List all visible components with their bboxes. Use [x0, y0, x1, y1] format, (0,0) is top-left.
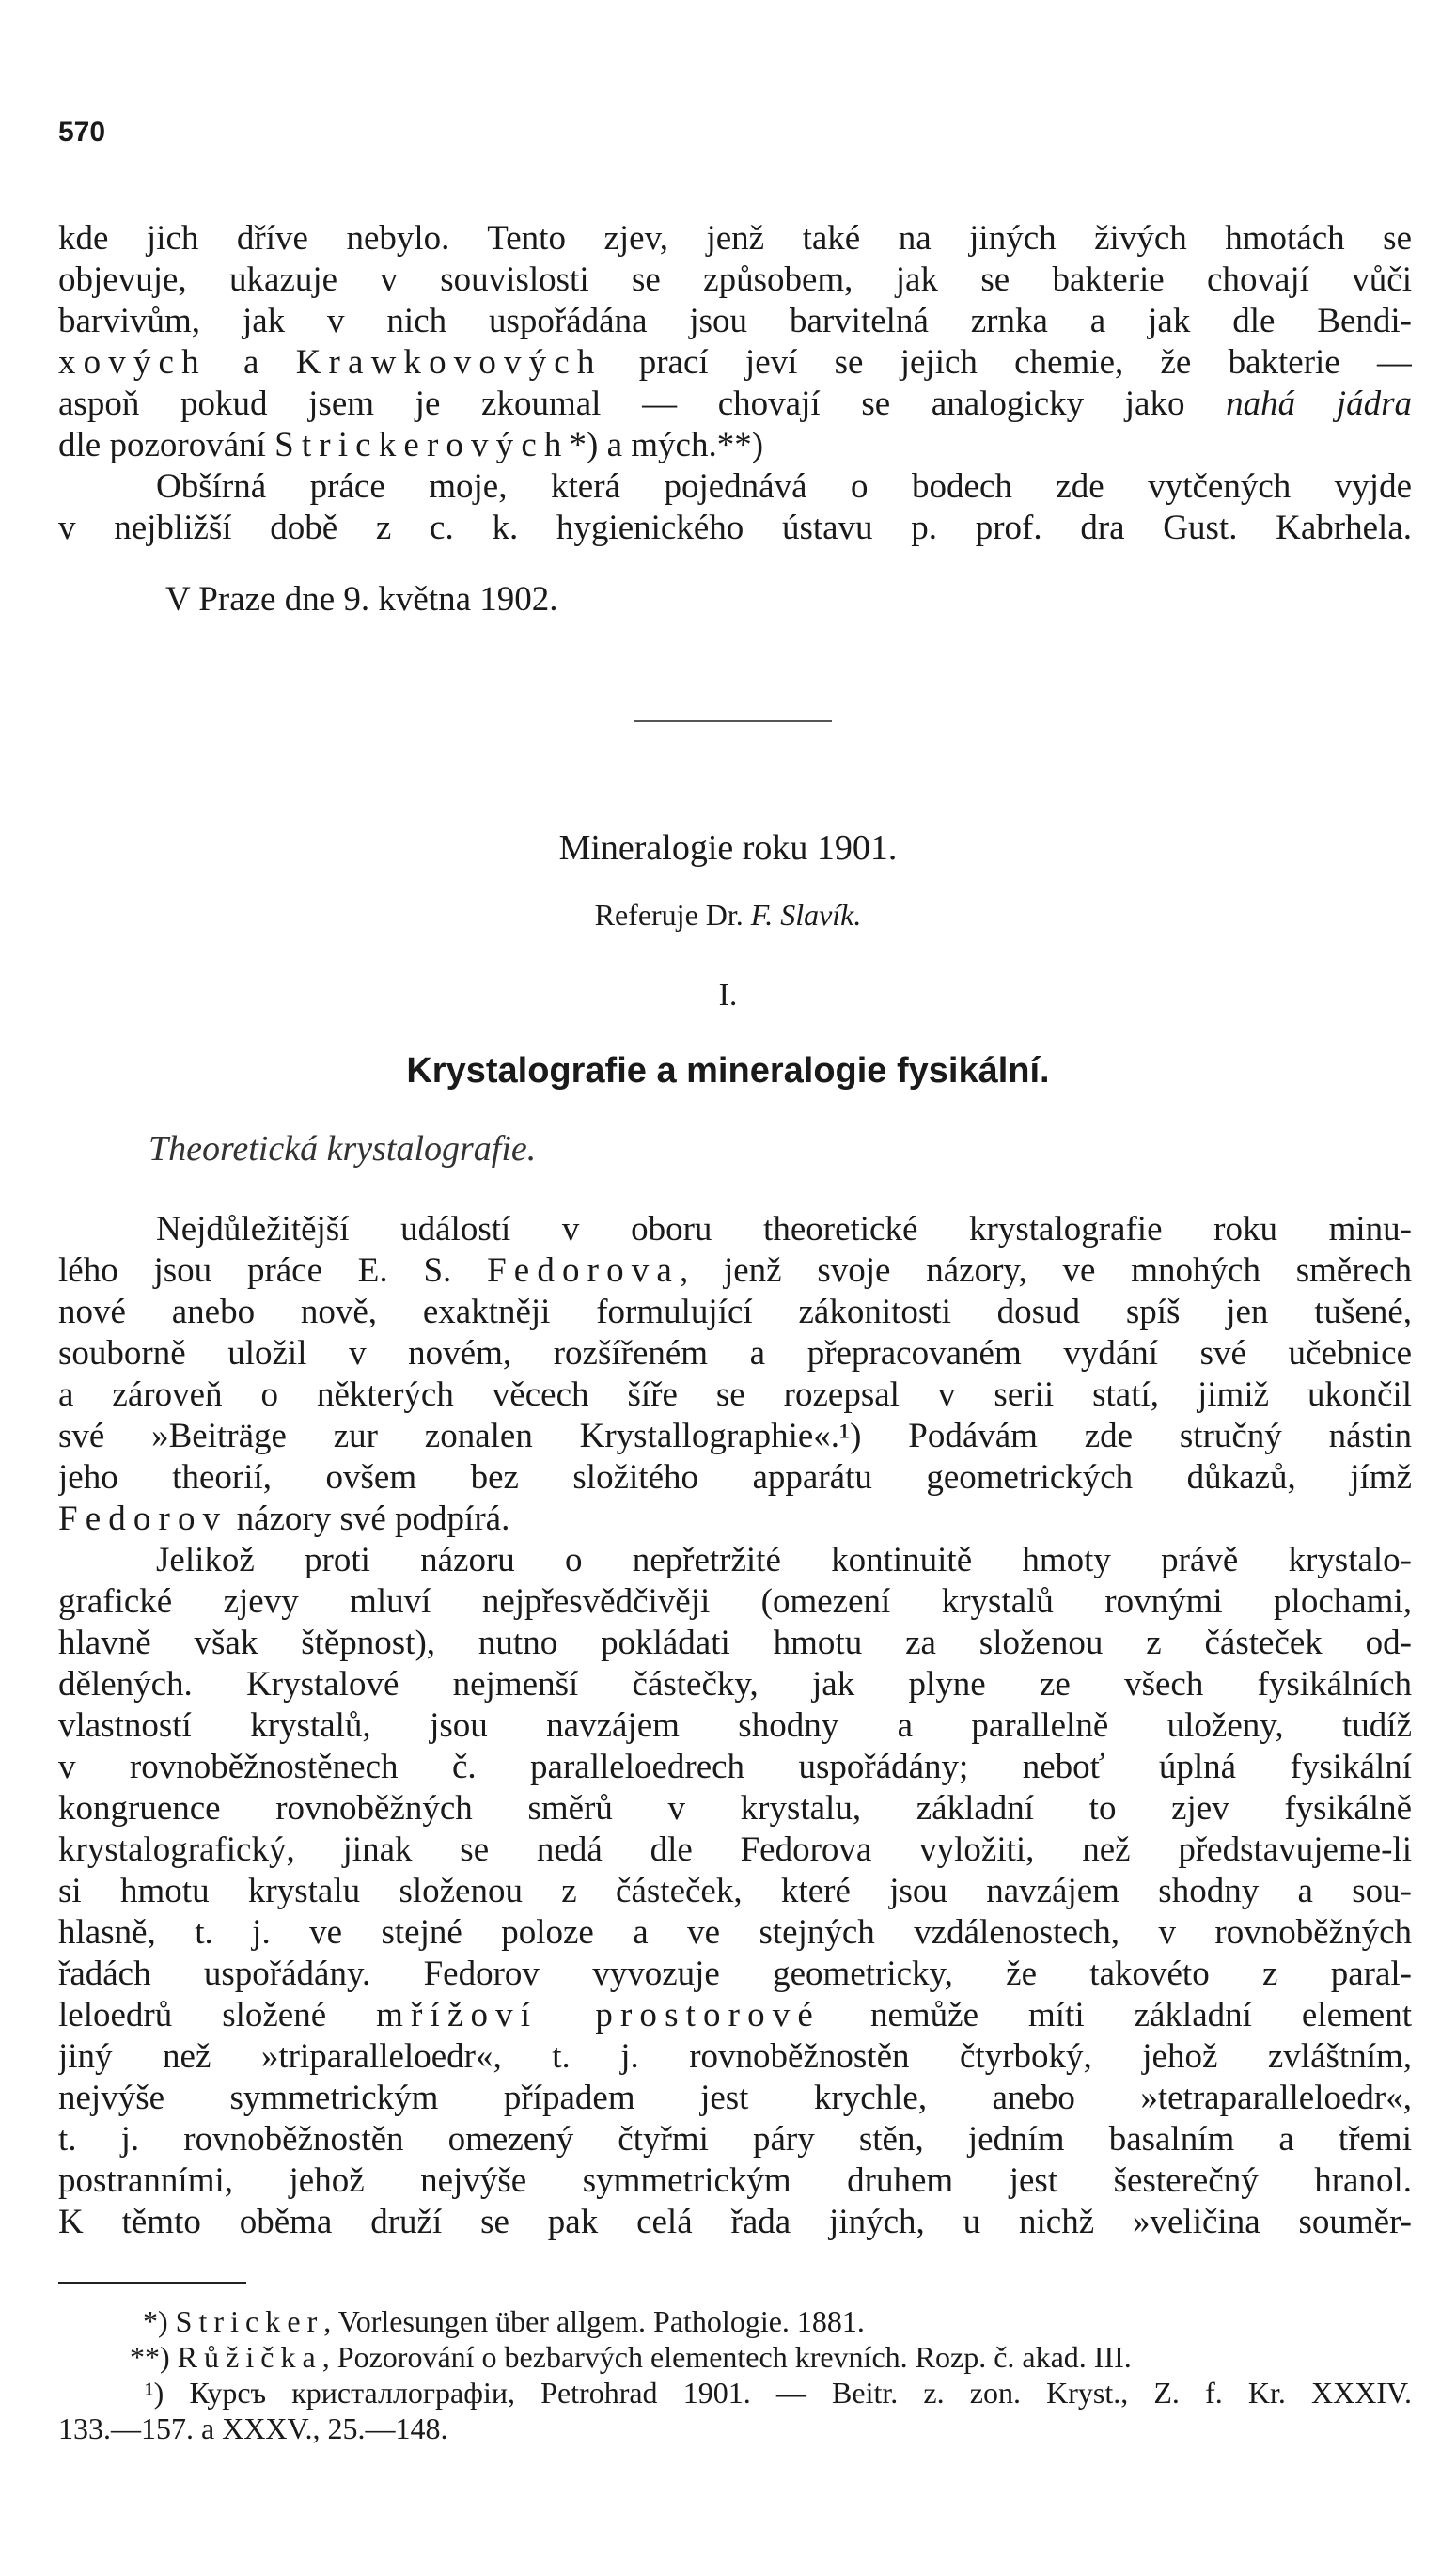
section-title: Krystalografie a mineralogie fysikální.	[406, 1051, 1050, 1091]
article-title: Mineralogie roku 1901.	[558, 828, 898, 868]
text-run: nemůže míti základní element	[820, 1996, 1412, 2034]
text-run: aspoň pokud jsem je zkoumal — chovají se analogicky jako	[58, 385, 1227, 423]
page-number: 570	[58, 117, 106, 148]
body-text	[58, 1209, 1412, 2243]
text-line: své »Beiträge zur zonalen Krystallographie«.¹) Podávám zde stručný nástin	[58, 1417, 1412, 1455]
text-line	[58, 342, 1412, 384]
text-line: řadách uspořádány. Fedorov vyvozuje geometricky, že takovéto z paral-	[58, 1955, 1412, 1993]
footnote-rule	[58, 2282, 246, 2284]
footnote-3-cont: 133.—157. a XXXV., 25.—148.	[58, 2411, 448, 2445]
section-number: I.	[718, 978, 738, 1013]
footnote-mark: **)	[130, 2340, 178, 2374]
text-line	[58, 425, 1412, 466]
text-line	[58, 384, 1412, 425]
spaced-name: Krawkovových	[295, 343, 603, 382]
text-line: hlavně však štěpnost), nutno pokládati hmotu za složenou z částeček od-	[58, 1624, 1412, 1662]
spaced-term: mřížoví prostorové	[376, 1996, 821, 2034]
text-line: krystalografický, jinak se nedá dle Fedorova vyložiti, než představujeme-li	[58, 1830, 1412, 1869]
byline	[0, 898, 1456, 933]
text-line	[58, 1499, 1412, 1540]
text-line	[58, 1995, 1412, 2036]
text-run: dle pozorování	[58, 426, 275, 464]
text-line: grafické zjevy mluví nejpřesvědčivěji (omezení krystalů rovnými plochami,	[58, 1582, 1412, 1621]
spaced-name: Strickerových	[274, 426, 570, 464]
text-run: , Pozorování o bezbarvých elementech krevních. Rozp. č. akad. III.	[321, 2340, 1132, 2374]
text-line: kde jich dříve nebylo. Tento zjev, jenž také na jiných živých hmotách se	[58, 219, 1412, 258]
subheading: Theoretická krystalografie.	[149, 1129, 537, 1169]
text-line: barvivům, jak v nich uspořádána jsou barvitelná zrnka a jak dle Bendi-	[58, 302, 1412, 340]
text-line: v nejbližší době z c. k. hygienického ústavu p. prof. dra Gust. Kabrhela.	[58, 509, 1412, 547]
text-line: a zároveň o některých věcech šíře se rozepsal v serii statí, jimiž ukončil	[58, 1375, 1412, 1414]
text-line: jiný než »triparalleloedr«, t. j. rovnoběžnostěn čtyrboký, jehož zvláštním,	[58, 2037, 1412, 2076]
text-run: prací jeví se jejich chemie, že bakterie —	[602, 343, 1412, 382]
footnote-3: ¹) Курсъ кристаллографіи, Petrohrad 1901. — Beitr. z. zon. Kryst., Z. f. Kr. XXXIV.	[145, 2376, 1412, 2410]
text-run: lého jsou práce E. S.	[58, 1251, 488, 1290]
text-line: Jelikož proti názoru o nepřetržité kontinuitě hmoty právě krystalo-	[156, 1541, 1412, 1579]
text-line: kongruence rovnoběžných směrů v krystalu, základní to zjev fysikálně	[58, 1789, 1412, 1828]
text-run: , jenž svoje názory, ve mnohých směrech	[679, 1251, 1412, 1290]
text-line: si hmotu krystalu složenou z částeček, které jsou navzájem shodny a sou-	[58, 1872, 1412, 1910]
text-line: dělených. Krystalové nejmenší částečky, jak plyne ze všech fysikálních	[58, 1665, 1412, 1704]
intro-paragraph	[58, 218, 1412, 549]
text-run: leloedrů složené	[58, 1996, 377, 2034]
text-line: vlastností krystalů, jsou navzájem shodny a parallelně uloženy, tudíž	[58, 1706, 1412, 1745]
text-line	[58, 1250, 1412, 1292]
text-line: K těmto oběma druží se pak celá řada jiných, u nichž »veličina souměr-	[58, 2203, 1412, 2241]
text-line: postranními, jehož nejvýše symmetrickým druhem jest šesterečný hranol.	[58, 2161, 1412, 2200]
text-run: a	[206, 343, 296, 382]
spaced-name: Stricker	[175, 2304, 324, 2338]
footnote-1	[58, 2303, 1412, 2339]
text-line: nové anebo nově, exaktněji formulující zákonitosti dosud spíš jen tušené,	[58, 1293, 1412, 1331]
text-run: názory své podpírá.	[227, 1500, 510, 1538]
date-line: V Praze dne 9. května 1902.	[165, 580, 558, 619]
text-line: Obšírná práce moje, která pojednává o bodech zde vytčených vyjde	[156, 467, 1412, 506]
spaced-name: xových	[58, 343, 207, 382]
text-line: objevuje, ukazuje v souvislosti se způsobem, jak se bakterie chovají vůči	[58, 260, 1412, 299]
text-line: t. j. rovnoběžnostěn omezený čtyřmi páry stěn, jedním basalním a třemi	[58, 2120, 1412, 2159]
byline-author: F. Slavík.	[750, 898, 862, 932]
text-line: hlasně, t. j. ve stejné poloze a ve stejných vzdálenostech, v rovnoběžných	[58, 1913, 1412, 1952]
footnote-mark: *)	[143, 2304, 176, 2338]
text-line: souborně uložil v novém, rozšířeném a přepracovaném vydání své učebnice	[58, 1334, 1412, 1373]
text-line: nejvýše symmetrickým případem jest krychle, anebo »tetraparalleloedr«,	[58, 2079, 1412, 2117]
footnotes	[58, 2303, 1412, 2446]
footnote-2	[58, 2339, 1412, 2375]
spaced-name: Fedorov	[58, 1500, 228, 1538]
text-line: jeho theorií, ovšem bez složitého apparátu geometrických důkazů, jímž	[58, 1458, 1412, 1497]
italic-term: nahá jádra	[1226, 385, 1412, 423]
byline-prefix: Referuje Dr.	[594, 898, 751, 932]
text-line: Nejdůležitější událostí v oboru theoretické krystalografie roku minu-	[156, 1210, 1412, 1249]
text-run: *) a mých.**)	[569, 426, 764, 464]
text-line: v rovnoběžnostěnech č. paralleloedrech uspořádány; neboť úplná fysikální	[58, 1748, 1412, 1786]
spaced-name: Fedorova	[487, 1251, 680, 1290]
text-run: , Vorlesungen über allgem. Pathologie. 1881.	[323, 2304, 865, 2338]
separator-rule	[634, 720, 832, 722]
spaced-name: Růžička	[177, 2340, 322, 2374]
